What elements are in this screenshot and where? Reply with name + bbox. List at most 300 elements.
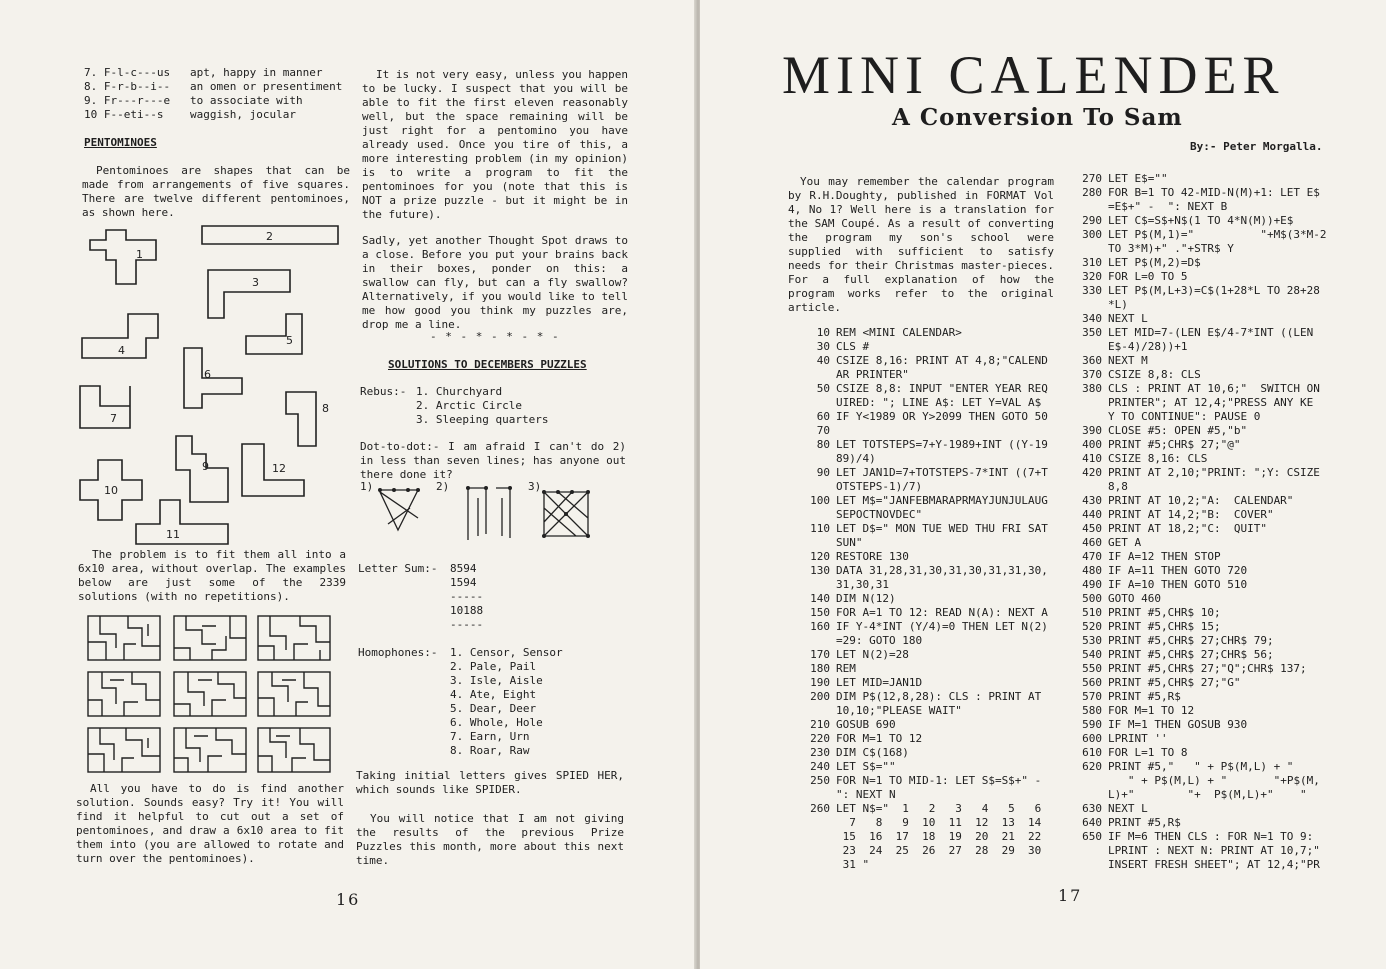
code-line-text: LET S$="" [836,760,896,773]
code-line-text: GOSUB 690 [836,718,896,731]
column2-paragraph2: Sadly, yet another Thought Spot draws to a close. Before you put your brains back in their boxes, ponder on this: a swallow can fly, but can a fly swallow? Alternatively, if you would like to tell me how good you think my puzzles are, drop me a line. [362,234,628,331]
code-line-number: 260 [810,802,830,815]
code-line-text: FOR M=1 TO 12 [1108,704,1195,717]
pentomino-3-shape [208,270,290,318]
column2-paragraph1: It is not very easy, unless you happen to be lucky. I suspect that you will be able to fit the first eleven reasonably well, but the space remaining will be just right for a pentomino you have already used. Once you tire of this, a more interesting problem (in my opinion) is to write a program to fit the pentominoes for you (note that this is NOT a prize puzzle - but it might be in the future). [362,68,628,221]
code-line-text: CLOSE #5: OPEN #5,"b" [1108,424,1248,437]
code-listing-left [788,326,1064,872]
code-line-text: CLS : PRINT AT 10,6;" SWITCH ON [1108,382,1320,395]
code-line-text: REM [836,662,856,675]
code-line [788,732,1064,746]
vocab-meaning: an omen or presentiment [190,80,343,93]
code-line-text: 31 " [836,858,870,871]
code-line-text: 10,10;"PLEASE WAIT" [836,704,962,717]
code-line [1060,438,1340,452]
code-line-text: DIM P$(12,8,28): CLS : PRINT AT [836,690,1042,703]
code-line-number: 460 [1082,536,1102,549]
code-line [788,340,1064,354]
code-line [788,564,1064,578]
code-line-text: CSIZE 8,8: CLS [1108,368,1201,381]
article-title: MINI CALENDER [782,45,1285,105]
code-line [1060,606,1340,620]
code-line [788,536,1064,550]
code-line [1060,284,1340,298]
code-line-text: PRINT AT 14,2;"B: COVER" [1108,508,1274,521]
code-line-text: PRINT AT 2,10;"PRINT: ";Y: CSIZE [1108,466,1320,479]
homophones-section [358,646,628,758]
code-line-number: 640 [1082,816,1102,829]
code-line-text: PRINT #5,R$ [1108,690,1181,703]
code-line-text: 31,30,31 [836,578,889,591]
code-line [788,368,1064,382]
code-line-text: FOR A=1 TO 12: READ N(A): NEXT A [836,606,1048,619]
code-line-number: 110 [810,522,830,535]
code-line [1060,200,1340,214]
homophone-item: 6. Whole, Hole [450,716,543,729]
code-line-text: PRINT AT 10,2;"A: CALENDAR" [1108,494,1294,507]
code-line-number: 410 [1082,452,1102,465]
vocab-word: 10 F--eti--s [84,108,164,121]
code-line [1060,508,1340,522]
code-line-text: UIRED: "; LINE A$: LET Y=VAL A$ [836,396,1042,409]
code-line-text: CSIZE 8,8: INPUT "ENTER YEAR REQ [836,382,1048,395]
code-line-number: 380 [1082,382,1102,395]
homophone-item: 3. Isle, Aisle [450,674,543,687]
code-line-number: 500 [1082,592,1102,605]
code-line [788,816,1064,830]
code-line [1060,382,1340,396]
code-line-text: LET P$(M,L+3)=C$(1+28*L TO 28+28 [1108,284,1320,297]
rebus-label: Rebus:- [360,385,407,398]
code-line [1060,760,1340,774]
pentomino-11-shape [136,500,228,544]
vocab-word: 9. Fr---r---e [84,94,171,107]
grid-example [174,728,246,772]
code-line [1060,228,1340,242]
code-line-text: " + P$(M,L) + " "+P$(M, [1108,774,1320,787]
pentomino-8-shape [286,392,316,446]
code-line-number: 520 [1082,620,1102,633]
code-line-number: 10 [816,326,830,339]
code-line-text: IF M=6 THEN CLS : FOR N=1 TO 9: [1108,830,1314,843]
code-line [1060,494,1340,508]
code-line-number: 450 [1082,522,1102,535]
code-line-number: 480 [1082,564,1102,577]
code-line-text: IF M=1 THEN GOSUB 930 [1108,718,1248,731]
code-line-number: 290 [1082,214,1102,227]
code-line-number: 610 [1082,746,1102,759]
code-line-text: PRINT #5,CHR$ 10; [1108,606,1221,619]
code-line [788,396,1064,410]
code-line-text: FOR L=0 TO 5 [1108,270,1188,283]
code-line-number: 360 [1082,354,1102,367]
pentomino-1-shape [90,230,156,284]
pentomino-label: 11 [166,528,180,541]
pentomino-label: 3 [252,276,259,289]
code-line [1060,564,1340,578]
code-line [788,592,1064,606]
dot-figure-label: 2) [436,480,450,493]
code-line [1060,242,1340,256]
code-line [788,438,1064,452]
code-line-text: =E$+" - ": NEXT B [1108,200,1228,213]
vocab-list [84,66,354,122]
grid-example [174,616,246,660]
code-line [1060,662,1340,676]
code-line-number: 370 [1082,368,1102,381]
code-line-number: 50 [816,382,830,395]
code-line-text: IF Y-4*INT (Y/4)=0 THEN LET N(2) [836,620,1048,633]
vocab-word: 8. F-r-b--i-- [84,80,171,93]
code-line-number: 630 [1082,802,1102,815]
code-line-text: LET JAN1D=7+TOTSTEPS-7*INT ((7+T [836,466,1048,479]
code-line-text: PRINT #5,R$ [1108,816,1181,829]
code-line-number: 40 [816,354,830,367]
code-line [1060,410,1340,424]
code-line-text: LET MID=JAN1D [836,676,923,689]
code-line-text: DIM C$(168) [836,746,909,759]
code-line-number: 250 [810,774,830,787]
pentomino-label: 8 [322,402,329,415]
homophone-item: 2. Pale, Pail [450,660,537,673]
code-line [788,760,1064,774]
code-line [1060,536,1340,550]
code-line [1060,172,1340,186]
code-line [788,690,1064,704]
code-line-text: CLS # [836,340,870,353]
code-line [788,382,1064,396]
code-line-number: 440 [1082,508,1102,521]
code-line [788,410,1064,424]
dot-to-dot-figures [358,478,630,550]
code-line [1060,732,1340,746]
code-line-text: LET N$=" 1 2 3 4 5 6 [836,802,1042,815]
code-line-text: DATA 31,28,31,30,31,30,31,31,30, [836,564,1048,577]
letter-sum-line: 10188 [450,604,484,617]
dot-figure-1 [380,490,418,530]
code-line-number: 170 [810,648,830,661]
code-line-text: FOR N=1 TO MID-1: LET S$=S$+" - [836,774,1042,787]
code-line-number: 490 [1082,578,1102,591]
code-line [788,550,1064,564]
code-line-number: 100 [810,494,830,507]
pentominoes-illustration [76,218,356,552]
code-line [788,746,1064,760]
code-line-number: 80 [816,438,830,451]
code-line [1060,452,1340,466]
code-line-number: 550 [1082,662,1102,675]
code-line-text: IF A=12 THEN STOP [1108,550,1221,563]
code-line-text: NEXT M [1108,354,1148,367]
code-line [1060,326,1340,340]
code-line [1060,676,1340,690]
code-line-text: LPRINT '' [1108,732,1168,745]
letter-sum-section [358,562,628,632]
code-line-text: L)+" "+ P$(M,L)+" " [1108,788,1307,801]
code-line-text: PRINT #5,CHR$ 27;"Q";CHR$ 137; [1108,662,1307,675]
code-line-text: LPRINT : NEXT N: PRINT AT 10,7;" [1108,844,1320,857]
code-line-text: DIM N(12) [836,592,896,605]
code-line-number: 60 [816,410,830,423]
grid-example [88,728,160,772]
solutions-heading: SOLUTIONS TO DECEMBERS PUZZLES [388,358,587,371]
code-line [788,718,1064,732]
taking-paragraph: Taking initial letters gives SPIED HER, which sounds like SPIDER. [356,769,624,796]
code-line [1060,634,1340,648]
code-line-text: INSERT FRESH SHEET"; AT 12,4;"PR [1108,858,1320,871]
code-line-number: 430 [1082,494,1102,507]
code-line-number: 530 [1082,634,1102,647]
rebus-item: 1. Churchyard [416,385,503,398]
code-line-text: RESTORE 130 [836,550,909,563]
dot-figure-label: 3) [528,480,542,493]
homophone-item: 7. Earn, Urn [450,730,530,743]
code-line-text: NEXT L [1108,802,1148,815]
pentominoes-intro: Pentominoes are shapes that can be made from arrangements of five squares. There are twelve different pentominoes, as shown here. [82,164,350,219]
code-line-text: 7 8 9 10 11 12 13 14 [836,816,1042,829]
letter-sum-line: ----- [450,590,484,603]
grid-example [258,616,330,660]
code-line-number: 130 [810,564,830,577]
grid-example [88,616,160,660]
code-line-text: LET TOTSTEPS=7+Y-1989+INT ((Y-19 [836,438,1048,451]
code-line-number: 180 [810,662,830,675]
code-line-text: PRINT #5;CHR$ 27;"@" [1108,438,1241,451]
rebus-item: 2. Arctic Circle [416,399,522,412]
code-line-text: *L) [1108,298,1128,311]
grid-example [258,728,330,772]
code-line [788,494,1064,508]
vocab-meaning: apt, happy in manner [190,66,323,79]
code-line [788,830,1064,844]
code-line-text: LET N(2)=28 [836,648,909,661]
code-line-text: =29: GOTO 180 [836,634,923,647]
code-line [1060,648,1340,662]
pentomino-label: 4 [118,344,125,357]
code-line-text: AR PRINTER" [836,368,909,381]
code-line [1060,186,1340,200]
code-line-number: 30 [816,340,830,353]
letter-sum-line: 1594 [450,576,477,589]
code-line [1060,298,1340,312]
code-line-text: REM <MINI CALENDAR> [836,326,962,339]
code-line [1060,424,1340,438]
code-line-text: PRINT #5,CHR$ 27;CHR$ 56; [1108,648,1274,661]
code-line [1060,718,1340,732]
vocab-meaning: waggish, jocular [190,108,296,121]
code-line-text: SEPOCTNOVDEC" [836,508,923,521]
code-line-number: 310 [1082,256,1102,269]
code-line [1060,270,1340,284]
article-intro: You may remember the calendar program by R.H.Doughty, published in FORMAT Vol 4, No 1? Well here is a translation for the SAM Coupé. As a result of converting the program my son's school were supplied with sufficient to satisfy needs for their Christmas master-pieces. For a full explanation of how the program works refer to the original article. [788,175,1054,314]
code-line-number: 420 [1082,466,1102,479]
code-line-text: IF A=10 THEN GOTO 510 [1108,578,1248,591]
code-line [788,620,1064,634]
code-line-number: 210 [810,718,830,731]
code-line [788,578,1064,592]
code-line-text: PRINT AT 18,2;"C: QUIT" [1108,522,1267,535]
vocab-row [84,94,354,108]
pentomino-7-shape [80,386,130,428]
code-line-text: OTSTEPS-1)/7) [836,480,923,493]
code-line-number: 580 [1082,704,1102,717]
code-line-text: LET M$="JANFEBMARAPRMAYJUNJULAUG [836,494,1048,507]
article-byline: By:- Peter Morgalla. [1190,140,1323,153]
homophone-item: 4. Ate, Eight [450,688,537,701]
code-line [1060,578,1340,592]
letter-sum-line: 8594 [450,562,477,575]
code-line-number: 390 [1082,424,1102,437]
code-line [1060,816,1340,830]
code-line [1060,858,1340,872]
code-line-number: 120 [810,550,830,563]
code-line-text: NEXT L [1108,312,1148,325]
code-line [1060,746,1340,760]
code-line-number: 320 [1082,270,1102,283]
code-line-number: 90 [816,466,830,479]
code-line [1060,522,1340,536]
code-line [1060,214,1340,228]
code-line-number: 280 [1082,186,1102,199]
code-line-text: LET P$(M,2)=D$ [1108,256,1201,269]
code-line-number: 620 [1082,760,1102,773]
code-line [788,676,1064,690]
code-line-text: PRINT #5,CHR$ 27;"G" [1108,676,1241,689]
grid-example [258,672,330,716]
code-line-number: 140 [810,592,830,605]
code-line [1060,788,1340,802]
code-line-text: ": NEXT N [836,788,896,801]
code-line-text: LET P$(M,1)=" "+M$(3*M-2 [1108,228,1327,241]
pentomino-label: 1 [136,248,143,261]
code-line [1060,354,1340,368]
code-line-text: 8,8 [1108,480,1128,493]
code-line-text: FOR M=1 TO 12 [836,732,923,745]
problem-paragraph: The problem is to fit them all into a 6x10 area, without overlap. The examples below are just some of the 2339 solutions (with no repetitions). [78,548,346,603]
code-line [788,522,1064,536]
rebus-item: 3. Sleeping quarters [416,413,549,426]
code-line [788,606,1064,620]
code-line [788,452,1064,466]
notice-paragraph: You will notice that I am not giving the results of the previous Prize Puzzles this month, more about this next time. [356,812,624,867]
code-line-number: 350 [1082,326,1102,339]
code-line [788,802,1064,816]
code-line-text: FOR B=1 TO 42-MID-N(M)+1: LET E$ [1108,186,1320,199]
homophone-item: 1. Censor, Sensor [450,646,563,659]
code-line-number: 300 [1082,228,1102,241]
homophones-label: Homophones:- [358,646,438,659]
code-line [1060,396,1340,410]
code-line-number: 340 [1082,312,1102,325]
code-line [1060,774,1340,788]
code-line-number: 600 [1082,732,1102,745]
dot-figure-label: 1) [360,480,374,493]
code-line-text: SUN" [836,536,863,549]
code-line-number: 650 [1082,830,1102,843]
pentomino-6-shape [184,348,242,408]
code-line [1060,340,1340,354]
code-line-number: 230 [810,746,830,759]
pentomino-label: 12 [272,462,286,475]
code-line-number: 400 [1082,438,1102,451]
code-line [788,788,1064,802]
code-line [1060,704,1340,718]
vocab-row [84,108,354,122]
code-line-text: IF A=11 THEN GOTO 720 [1108,564,1248,577]
code-line-number: 330 [1082,284,1102,297]
code-line [1060,466,1340,480]
rebus-section [360,385,630,427]
code-line [1060,312,1340,326]
pentomino-label: 5 [286,334,293,347]
code-line-number: 570 [1082,690,1102,703]
code-line-text: CSIZE 8,16: PRINT AT 4,8;"CALEND [836,354,1048,367]
pentomino-label: 7 [110,412,117,425]
code-line [788,480,1064,494]
homophone-item: 8. Roar, Raw [450,744,530,757]
dot-figure-2 [468,488,510,540]
code-line-text: 23 24 25 26 27 28 29 30 [836,844,1042,857]
code-line-text: GOTO 460 [1108,592,1161,605]
pentomino-label: 9 [202,460,209,473]
code-line-text: LET E$="" [1108,172,1168,185]
code-line-number: 240 [810,760,830,773]
vocab-meaning: to associate with [190,94,303,107]
code-line [1060,802,1340,816]
code-line-text: GET A [1108,536,1142,549]
code-line [788,858,1064,872]
pentomino-label: 6 [204,368,211,381]
pentomino-label: 2 [266,230,273,243]
dot-to-dot-paragraph: Dot-to-dot:- I am afraid I can't do 2) in less than seven lines; has anyone out there done it? [360,440,626,481]
pentomino-label: 10 [104,484,118,497]
code-line-text: 15 16 17 18 19 20 21 22 [836,830,1042,843]
page-number: 16 [336,890,361,909]
code-line [1060,690,1340,704]
code-line [788,634,1064,648]
code-line-text: LET D$=" MON TUE WED THU FRI SAT [836,522,1048,535]
article-subtitle: A Conversion To Sam [892,104,1183,131]
code-line-text: TO 3*M)+" ."+STR$ Y [1108,242,1234,255]
code-line-text: 89)/4) [836,452,876,465]
code-line-number: 220 [810,732,830,745]
separator: - * - * - * - * - [430,330,560,343]
code-line [1060,256,1340,270]
code-line [1060,480,1340,494]
code-line [788,648,1064,662]
code-line [788,424,1064,438]
letter-sum-label: Letter Sum:- [358,562,438,575]
code-line [1060,592,1340,606]
code-line-text: LET MID=7-(LEN E$/4-7*INT ((LEN [1108,326,1314,339]
code-line-number: 560 [1082,676,1102,689]
code-line [788,354,1064,368]
code-line-text: LET C$=S$+N$(1 TO 4*N(M))+E$ [1108,214,1294,227]
code-line-text: FOR L=1 TO 8 [1108,746,1188,759]
code-line-number: 540 [1082,648,1102,661]
code-line [788,844,1064,858]
code-line-number: 270 [1082,172,1102,185]
code-line-number: 590 [1082,718,1102,731]
code-line-text: PRINT #5,CHR$ 15; [1108,620,1221,633]
vocab-row [84,66,354,80]
code-line-number: 160 [810,620,830,633]
code-line-number: 470 [1082,550,1102,563]
code-line [1060,620,1340,634]
code-line-text: PRINTER"; AT 12,4;"PRESS ANY KE [1108,396,1314,409]
page-number: 17 [1058,886,1083,905]
letter-sum-line: ----- [450,618,484,631]
